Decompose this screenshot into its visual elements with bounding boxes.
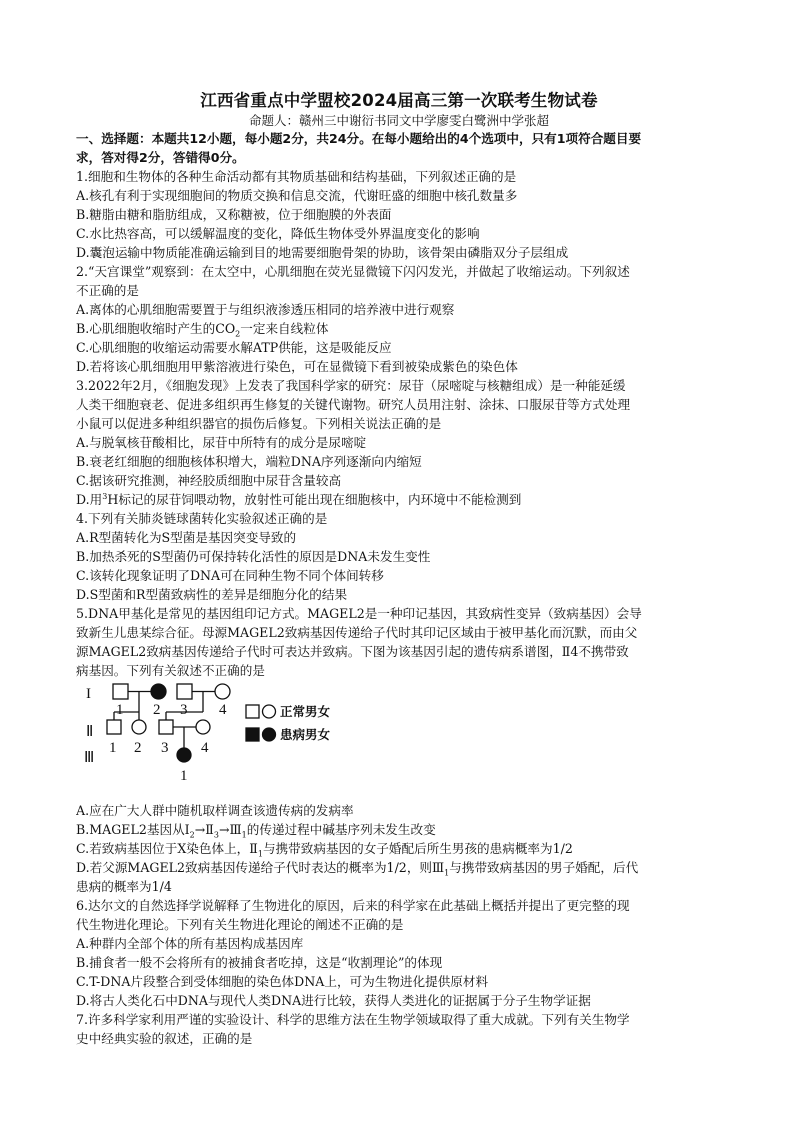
question-stem-cont: 人类干细胞衰老、促进多组织再生修复的关键代谢物。研究人员用注射、涂抹、口服尿苷等方式处理	[76, 397, 631, 412]
option-b: B.糖脂由糖和脂肪组成，又称糖被，位于细胞膜的外表面	[76, 207, 392, 222]
question-stem: 6.达尔文的自然选择学说解释了生物进化的原因，后来的科学家在此基础上概括并提出了更完整的现	[76, 898, 630, 913]
ii1-label: 1	[109, 740, 117, 756]
option-d: D.若将该心肌细胞用甲紫溶液进行染色，可在显微镜下看到被染成紫色的染色体	[76, 359, 518, 374]
option-b: B.衰老红细胞的细胞核体积增大，端粒DNA序列逐渐向内缩短	[76, 454, 422, 469]
ii3-male-normal	[159, 720, 173, 734]
legend-affected-male	[246, 728, 259, 741]
legend-normal-male	[246, 705, 259, 718]
pedigree-chart	[76, 682, 722, 797]
gen-label-3: Ⅲ	[84, 750, 95, 766]
option-a: A.R型菌转化为S型菌是基因突变导致的	[76, 530, 297, 545]
option-b: B.捕食者一般不会将所有的被捕食者吃掉，这是“收割理论”的体现	[76, 955, 443, 970]
i4-female-normal	[215, 684, 230, 699]
i4-label: 4	[219, 702, 227, 718]
question-stem-cont: 源MAGEL2致病基因传递给子代时可表达并致病。下图为该基因引起的遗传病系谱图，Ⅱ4不携带致	[76, 644, 629, 659]
option-a: A.与脱氧核苷酸相比，尿苷中所特有的成分是尿嘧啶	[76, 435, 367, 450]
i1-label: 1	[116, 702, 124, 718]
i2-label: 2	[153, 702, 161, 718]
gen-label-2: Ⅱ	[86, 724, 94, 740]
ii2-female-normal	[132, 720, 146, 734]
ii1-male-normal	[107, 720, 121, 734]
question-3	[76, 376, 722, 509]
option-a: A.种群内全部个体的所有基因构成基因库	[76, 936, 304, 951]
option-a: A.应在广大人群中随机取样调查该遗传病的发病率	[76, 803, 354, 818]
question-2	[76, 262, 722, 376]
option-a: A.离体的心肌细胞需要置于与组织液渗透压相同的培养液中进行观察	[76, 302, 455, 317]
legend-affected-label: 患病男女	[280, 727, 331, 742]
i3-label: 3	[180, 702, 188, 718]
question-stem-cont: 不正确的是	[76, 283, 139, 298]
option-c: C.T-DNA片段整合到受体细胞的染色体DNA上，可为生物进化提供原材料	[76, 974, 489, 989]
option-c: C.心肌细胞的收缩运动需要水解ATP供能，这是吸能反应	[76, 340, 392, 355]
legend-affected-female	[263, 728, 276, 741]
option-a: A.核孔有利于实现细胞间的物质交换和信息交流，代谢旺盛的细胞中核孔数量多	[76, 188, 518, 203]
question-stem: 2.“天宫课堂”观察到：在太空中，心肌细胞在荧光显微镜下闪闪发光，并做起了收缩运动。下列叙述	[76, 264, 630, 279]
option-d: D.S型菌和R型菌致病性的差异是细胞分化的结果	[76, 587, 348, 602]
question-4	[76, 509, 722, 604]
pedigree-svg	[76, 682, 376, 797]
ii2-label: 2	[134, 740, 142, 756]
option-d: D.用$^3$H标记的尿苷饲喂动物，放射性可能出现在细胞核中，内环境中不能检测到	[76, 491, 522, 507]
option-c: C.水比热容高，可以缓解温度的变化，降低生物体受外界温度变化的影响	[76, 226, 480, 241]
exam-title: 江西省重点中学盟校2024届高三第一次联考生物试卷	[200, 91, 598, 110]
i1-male-normal	[113, 684, 128, 699]
question-stem-cont: 小鼠可以促进多种组织器官的损伤后修复。下列相关说法正确的是	[76, 416, 442, 431]
question-1	[76, 167, 722, 262]
question-stem: 5.DNA甲基化是常见的基因组印记方式。MAGEL2是一种印记基因，其致病性变异（致病基因）会导	[76, 606, 642, 621]
option-c: C.据该研究推测，神经胶质细胞中尿苷含量较高	[76, 473, 342, 488]
option-d-cont: 患病的概率为1/4	[76, 879, 172, 894]
option-b: B.加热杀死的S型菌仍可保持转化活性的原因是DNA未发生变性	[76, 549, 431, 564]
question-7	[76, 1010, 722, 1048]
question-stem: 7.许多科学家利用严谨的实验设计、科学的思维方法在生物学领域取得了重大成就。下列有关生物学	[76, 1012, 630, 1027]
iii1-female-affected	[177, 748, 191, 762]
question-stem: 4.下列有关肺炎链球菌转化实验叙述正确的是	[76, 511, 328, 526]
ii4-label: 4	[201, 740, 209, 756]
question-stem-cont: 代生物进化理论。下列有关生物进化理论的阐述不正确的是	[76, 917, 404, 932]
gen-label-1: I	[86, 686, 91, 702]
legend-normal-label: 正常男女	[280, 704, 331, 719]
iii1-label: 1	[180, 768, 188, 784]
question-stem: 1.细胞和生物体的各种生命活动都有其物质基础和结构基础，下列叙述正确的是	[76, 169, 517, 184]
authors-line: 命题人：赣州三中谢衍书同文中学廖雯白鹭洲中学张超	[248, 113, 549, 128]
question-stem: 3.2022年2月，《细胞发现》上发表了我国科学家的研究：尿苷（尿嘧啶与核糖组成）是一种能延缓	[76, 378, 626, 393]
option-c: C.若致病基因位于X染色体上，$Ⅱ_1$与携带致病基因的女子婚配后所生男孩的患病概率为1/2	[76, 841, 573, 858]
option-d: D.若父源MAGEL2致病基因传递给子代时表达的概率为1/2，则$Ⅲ_1$与携带致病基因的男子婚配，后代	[76, 860, 639, 877]
i3-male-normal	[177, 684, 192, 699]
section-heading: 一、选择题：本题共12小题，每小题2分，共24分。在每小题给出的4个选项中，只有1项符合题目要 求，答对得2分，答错得0分。	[76, 131, 642, 165]
option-b: B.心肌细胞收缩时产生的$CO_2$一定来自线粒体	[76, 321, 329, 338]
exam-page	[76, 90, 722, 1048]
i2-female-affected	[151, 684, 166, 699]
ii4-female-normal	[196, 720, 210, 734]
option-d: D.囊泡运输中物质能准确运输到目的地需要细胞骨架的协助，该骨架由磷脂双分子层组成	[76, 245, 569, 260]
question-6	[76, 896, 722, 1010]
question-stem-cont: 致新生儿患某综合征。母源MAGEL2致病基因传递给子代时其印记区域由于被甲基化而沉默，而由父	[76, 625, 638, 640]
ii3-label: 3	[161, 740, 169, 756]
option-c: C.该转化现象证明了DNA可在同种生物不同个体间转移	[76, 568, 384, 583]
question-stem-cont: 病基因。下列有关叙述不正确的是	[76, 663, 265, 678]
option-b: B.MAGEL2基因从$I_2\to Ⅱ_3\to Ⅲ_1$的传递过程中碱基序列未发生改变	[76, 822, 436, 839]
question-stem-cont: 史中经典实验的叙述，正确的是	[76, 1031, 253, 1046]
question-5	[76, 604, 722, 896]
option-d: D.将古人类化石中DNA与现代人类DNA进行比较，获得人类进化的证据属于分子生物学证据	[76, 993, 591, 1008]
legend-normal-female	[263, 705, 276, 718]
